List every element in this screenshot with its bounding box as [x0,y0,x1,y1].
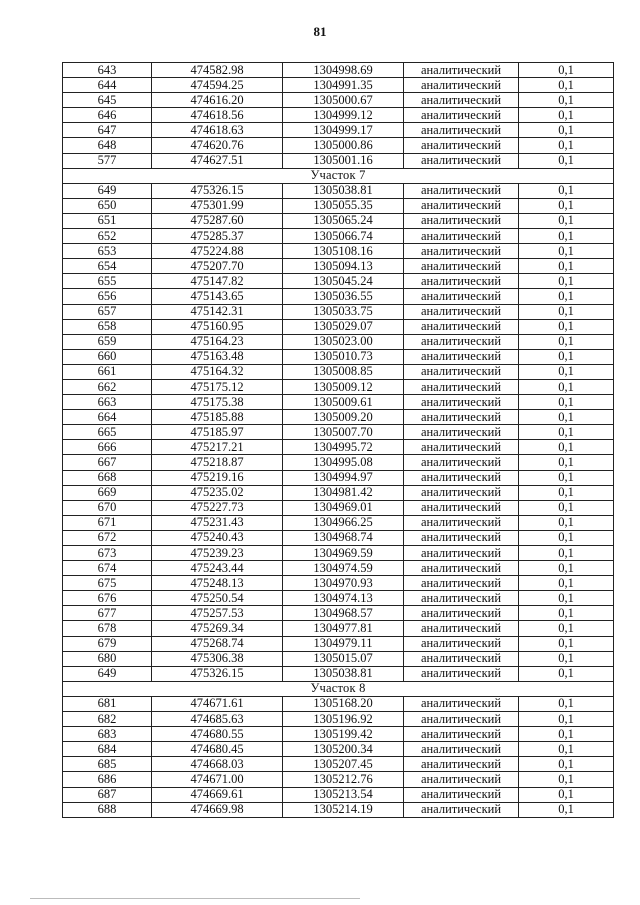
x-coordinate-cell: 474669.61 [152,787,283,802]
method-cell: аналитический [404,395,519,410]
x-coordinate-cell: 474618.56 [152,108,283,123]
method-cell: аналитический [404,229,519,244]
y-coordinate-cell: 1305045.24 [283,274,404,289]
method-cell: аналитический [404,334,519,349]
x-coordinate-cell: 475218.87 [152,455,283,470]
accuracy-cell: 0,1 [519,334,614,349]
point-number-cell: 680 [63,651,152,666]
table-row [63,349,614,364]
y-coordinate-cell: 1304970.93 [283,576,404,591]
method-cell: аналитический [404,742,519,757]
table-row [63,455,614,470]
method-cell: аналитический [404,470,519,485]
y-coordinate-cell: 1305199.42 [283,727,404,742]
method-cell: аналитический [404,712,519,727]
point-number-cell: 676 [63,591,152,606]
accuracy-cell: 0,1 [519,621,614,636]
table-row [63,289,614,304]
accuracy-cell: 0,1 [519,787,614,802]
point-number-cell: 687 [63,787,152,802]
method-cell: аналитический [404,304,519,319]
y-coordinate-cell: 1305015.07 [283,651,404,666]
table-row [63,183,614,198]
point-number-cell: 674 [63,561,152,576]
accuracy-cell: 0,1 [519,244,614,259]
y-coordinate-cell: 1304979.11 [283,636,404,651]
x-coordinate-cell: 475217.21 [152,440,283,455]
accuracy-cell: 0,1 [519,500,614,515]
y-coordinate-cell: 1304968.74 [283,530,404,545]
accuracy-cell: 0,1 [519,440,614,455]
table-row [63,138,614,153]
x-coordinate-cell: 474627.51 [152,153,283,168]
point-number-cell: 671 [63,515,152,530]
section-row [63,168,614,183]
x-coordinate-cell: 475164.23 [152,334,283,349]
point-number-cell: 659 [63,334,152,349]
y-coordinate-cell: 1305023.00 [283,334,404,349]
table-row [63,485,614,500]
table-row [63,530,614,545]
method-cell: аналитический [404,410,519,425]
y-coordinate-cell: 1305000.86 [283,138,404,153]
y-coordinate-cell: 1305033.75 [283,304,404,319]
point-number-cell: 649 [63,666,152,681]
table-row [63,727,614,742]
y-coordinate-cell: 1304966.25 [283,515,404,530]
x-coordinate-cell: 475268.74 [152,636,283,651]
point-number-cell: 669 [63,485,152,500]
y-coordinate-cell: 1305108.16 [283,244,404,259]
table-row [63,78,614,93]
point-number-cell: 667 [63,455,152,470]
method-cell: аналитический [404,621,519,636]
y-coordinate-cell: 1304999.17 [283,123,404,138]
x-coordinate-cell: 475224.88 [152,244,283,259]
accuracy-cell: 0,1 [519,485,614,500]
table-row [63,515,614,530]
y-coordinate-cell: 1304974.13 [283,591,404,606]
x-coordinate-cell: 475207.70 [152,259,283,274]
point-number-cell: 665 [63,425,152,440]
method-cell: аналитический [404,364,519,379]
method-cell: аналитический [404,546,519,561]
accuracy-cell: 0,1 [519,63,614,78]
table-row [63,364,614,379]
x-coordinate-cell: 475160.95 [152,319,283,334]
table-row [63,229,614,244]
method-cell: аналитический [404,425,519,440]
table-row [63,576,614,591]
y-coordinate-cell: 1305038.81 [283,183,404,198]
accuracy-cell: 0,1 [519,696,614,711]
point-number-cell: 649 [63,183,152,198]
x-coordinate-cell: 475287.60 [152,213,283,228]
y-coordinate-cell: 1305207.45 [283,757,404,772]
accuracy-cell: 0,1 [519,153,614,168]
accuracy-cell: 0,1 [519,93,614,108]
point-number-cell: 643 [63,63,152,78]
y-coordinate-cell: 1304995.72 [283,440,404,455]
point-number-cell: 678 [63,621,152,636]
point-number-cell: 688 [63,802,152,817]
point-number-cell: 672 [63,530,152,545]
method-cell: аналитический [404,244,519,259]
accuracy-cell: 0,1 [519,213,614,228]
table-row [63,440,614,455]
accuracy-cell: 0,1 [519,108,614,123]
x-coordinate-cell: 475142.31 [152,304,283,319]
table-row [63,379,614,394]
y-coordinate-cell: 1305009.61 [283,395,404,410]
table-row [63,410,614,425]
x-coordinate-cell: 475147.82 [152,274,283,289]
accuracy-cell: 0,1 [519,123,614,138]
point-number-cell: 653 [63,244,152,259]
point-number-cell: 663 [63,395,152,410]
accuracy-cell: 0,1 [519,636,614,651]
accuracy-cell: 0,1 [519,606,614,621]
method-cell: аналитический [404,183,519,198]
x-coordinate-cell: 474669.98 [152,802,283,817]
method-cell: аналитический [404,138,519,153]
table-row [63,63,614,78]
point-number-cell: 658 [63,319,152,334]
x-coordinate-cell: 474616.20 [152,93,283,108]
table-row [63,425,614,440]
accuracy-cell: 0,1 [519,470,614,485]
y-coordinate-cell: 1304974.59 [283,561,404,576]
y-coordinate-cell: 1305196.92 [283,712,404,727]
point-number-cell: 677 [63,606,152,621]
method-cell: аналитический [404,666,519,681]
page-number: 81 [313,24,327,39]
x-coordinate-cell: 475219.16 [152,470,283,485]
point-number-cell: 660 [63,349,152,364]
accuracy-cell: 0,1 [519,349,614,364]
accuracy-cell: 0,1 [519,742,614,757]
accuracy-cell: 0,1 [519,576,614,591]
y-coordinate-cell: 1304995.08 [283,455,404,470]
y-coordinate-cell: 1305010.73 [283,349,404,364]
method-cell: аналитический [404,259,519,274]
table-row [63,621,614,636]
point-number-cell: 646 [63,108,152,123]
point-number-cell: 673 [63,546,152,561]
y-coordinate-cell: 1305008.85 [283,364,404,379]
method-cell: аналитический [404,108,519,123]
table-row [63,802,614,817]
x-coordinate-cell: 475301.99 [152,198,283,213]
accuracy-cell: 0,1 [519,183,614,198]
method-cell: аналитический [404,319,519,334]
y-coordinate-cell: 1304981.42 [283,485,404,500]
x-coordinate-cell: 475185.88 [152,410,283,425]
method-cell: аналитический [404,349,519,364]
method-cell: аналитический [404,802,519,817]
method-cell: аналитический [404,636,519,651]
x-coordinate-cell: 474582.98 [152,63,283,78]
accuracy-cell: 0,1 [519,425,614,440]
table-row [63,395,614,410]
y-coordinate-cell: 1305200.34 [283,742,404,757]
accuracy-cell: 0,1 [519,546,614,561]
accuracy-cell: 0,1 [519,198,614,213]
y-coordinate-cell: 1305212.76 [283,772,404,787]
accuracy-cell: 0,1 [519,364,614,379]
point-number-cell: 685 [63,757,152,772]
method-cell: аналитический [404,289,519,304]
table-row [63,470,614,485]
x-coordinate-cell: 475248.13 [152,576,283,591]
method-cell: аналитический [404,787,519,802]
y-coordinate-cell: 1305009.12 [283,379,404,394]
table-row [63,696,614,711]
accuracy-cell: 0,1 [519,666,614,681]
table-row [63,334,614,349]
table-row [63,123,614,138]
accuracy-cell: 0,1 [519,259,614,274]
table-row [63,244,614,259]
x-coordinate-cell: 475306.38 [152,651,283,666]
x-coordinate-cell: 474671.61 [152,696,283,711]
accuracy-cell: 0,1 [519,712,614,727]
method-cell: аналитический [404,651,519,666]
x-coordinate-cell: 475175.38 [152,395,283,410]
y-coordinate-cell: 1304969.59 [283,546,404,561]
x-coordinate-cell: 475164.32 [152,364,283,379]
accuracy-cell: 0,1 [519,138,614,153]
y-coordinate-cell: 1305007.70 [283,425,404,440]
point-number-cell: 644 [63,78,152,93]
y-coordinate-cell: 1304968.57 [283,606,404,621]
point-number-cell: 668 [63,470,152,485]
point-number-cell: 657 [63,304,152,319]
accuracy-cell: 0,1 [519,772,614,787]
method-cell: аналитический [404,772,519,787]
accuracy-cell: 0,1 [519,561,614,576]
section-row [63,681,614,696]
table-row [63,153,614,168]
table-row [63,198,614,213]
point-number-cell: 654 [63,259,152,274]
y-coordinate-cell: 1305213.54 [283,787,404,802]
coordinates-table [62,62,614,818]
accuracy-cell: 0,1 [519,289,614,304]
accuracy-cell: 0,1 [519,379,614,394]
method-cell: аналитический [404,576,519,591]
method-cell: аналитический [404,198,519,213]
method-cell: аналитический [404,455,519,470]
x-coordinate-cell: 474671.00 [152,772,283,787]
point-number-cell: 661 [63,364,152,379]
x-coordinate-cell: 475250.54 [152,591,283,606]
y-coordinate-cell: 1305094.13 [283,259,404,274]
accuracy-cell: 0,1 [519,304,614,319]
point-number-cell: 681 [63,696,152,711]
point-number-cell: 647 [63,123,152,138]
point-number-cell: 577 [63,153,152,168]
table-row [63,591,614,606]
x-coordinate-cell: 475285.37 [152,229,283,244]
accuracy-cell: 0,1 [519,757,614,772]
accuracy-cell: 0,1 [519,651,614,666]
y-coordinate-cell: 1305214.19 [283,802,404,817]
method-cell: аналитический [404,153,519,168]
point-number-cell: 648 [63,138,152,153]
x-coordinate-cell: 475239.23 [152,546,283,561]
table-row [63,546,614,561]
x-coordinate-cell: 475185.97 [152,425,283,440]
point-number-cell: 655 [63,274,152,289]
x-coordinate-cell: 475243.44 [152,561,283,576]
accuracy-cell: 0,1 [519,78,614,93]
x-coordinate-cell: 475163.48 [152,349,283,364]
accuracy-cell: 0,1 [519,395,614,410]
y-coordinate-cell: 1305009.20 [283,410,404,425]
accuracy-cell: 0,1 [519,455,614,470]
x-coordinate-cell: 474680.55 [152,727,283,742]
method-cell: аналитический [404,530,519,545]
point-number-cell: 664 [63,410,152,425]
accuracy-cell: 0,1 [519,229,614,244]
section-title: Участок 7 [63,168,614,183]
point-number-cell: 682 [63,712,152,727]
table-row [63,304,614,319]
method-cell: аналитический [404,485,519,500]
x-coordinate-cell: 474594.25 [152,78,283,93]
x-coordinate-cell: 474668.03 [152,757,283,772]
y-coordinate-cell: 1305000.67 [283,93,404,108]
y-coordinate-cell: 1305036.55 [283,289,404,304]
method-cell: аналитический [404,379,519,394]
y-coordinate-cell: 1304998.69 [283,63,404,78]
x-coordinate-cell: 475257.53 [152,606,283,621]
point-number-cell: 684 [63,742,152,757]
x-coordinate-cell: 475175.12 [152,379,283,394]
table-row [63,772,614,787]
point-number-cell: 679 [63,636,152,651]
method-cell: аналитический [404,561,519,576]
y-coordinate-cell: 1305066.74 [283,229,404,244]
y-coordinate-cell: 1305001.16 [283,153,404,168]
table-row [63,666,614,681]
x-coordinate-cell: 474620.76 [152,138,283,153]
method-cell: аналитический [404,213,519,228]
accuracy-cell: 0,1 [519,591,614,606]
method-cell: аналитический [404,500,519,515]
point-number-cell: 670 [63,500,152,515]
method-cell: аналитический [404,78,519,93]
x-coordinate-cell: 475326.15 [152,666,283,681]
point-number-cell: 656 [63,289,152,304]
table-row [63,757,614,772]
x-coordinate-cell: 475269.34 [152,621,283,636]
point-number-cell: 651 [63,213,152,228]
y-coordinate-cell: 1304977.81 [283,621,404,636]
method-cell: аналитический [404,757,519,772]
x-coordinate-cell: 475240.43 [152,530,283,545]
table-row [63,108,614,123]
x-coordinate-cell: 474685.63 [152,712,283,727]
table-row [63,561,614,576]
table-row [63,787,614,802]
table-row [63,93,614,108]
table-row [63,636,614,651]
accuracy-cell: 0,1 [519,802,614,817]
section-title: Участок 8 [63,681,614,696]
y-coordinate-cell: 1304994.97 [283,470,404,485]
accuracy-cell: 0,1 [519,274,614,289]
x-coordinate-cell: 474680.45 [152,742,283,757]
table-row [63,500,614,515]
table-row [63,274,614,289]
point-number-cell: 645 [63,93,152,108]
table-row [63,651,614,666]
method-cell: аналитический [404,274,519,289]
table-row [63,712,614,727]
point-number-cell: 683 [63,727,152,742]
point-number-cell: 686 [63,772,152,787]
method-cell: аналитический [404,696,519,711]
method-cell: аналитический [404,63,519,78]
y-coordinate-cell: 1305065.24 [283,213,404,228]
x-coordinate-cell: 475235.02 [152,485,283,500]
x-coordinate-cell: 475231.43 [152,515,283,530]
y-coordinate-cell: 1305038.81 [283,666,404,681]
point-number-cell: 666 [63,440,152,455]
table-row [63,213,614,228]
point-number-cell: 650 [63,198,152,213]
point-number-cell: 652 [63,229,152,244]
accuracy-cell: 0,1 [519,515,614,530]
y-coordinate-cell: 1304999.12 [283,108,404,123]
x-coordinate-cell: 475326.15 [152,183,283,198]
x-coordinate-cell: 474618.63 [152,123,283,138]
y-coordinate-cell: 1305168.20 [283,696,404,711]
coordinates-table-body [63,63,614,818]
table-row [63,259,614,274]
table-row [63,606,614,621]
y-coordinate-cell: 1304969.01 [283,500,404,515]
y-coordinate-cell: 1305055.35 [283,198,404,213]
accuracy-cell: 0,1 [519,727,614,742]
method-cell: аналитический [404,93,519,108]
method-cell: аналитический [404,515,519,530]
accuracy-cell: 0,1 [519,530,614,545]
method-cell: аналитический [404,606,519,621]
point-number-cell: 675 [63,576,152,591]
x-coordinate-cell: 475227.73 [152,500,283,515]
table-row [63,742,614,757]
y-coordinate-cell: 1305029.07 [283,319,404,334]
method-cell: аналитический [404,591,519,606]
x-coordinate-cell: 475143.65 [152,289,283,304]
accuracy-cell: 0,1 [519,319,614,334]
point-number-cell: 662 [63,379,152,394]
y-coordinate-cell: 1304991.35 [283,78,404,93]
method-cell: аналитический [404,440,519,455]
method-cell: аналитический [404,727,519,742]
method-cell: аналитический [404,123,519,138]
accuracy-cell: 0,1 [519,410,614,425]
bottom-rule [30,898,360,899]
table-row [63,319,614,334]
